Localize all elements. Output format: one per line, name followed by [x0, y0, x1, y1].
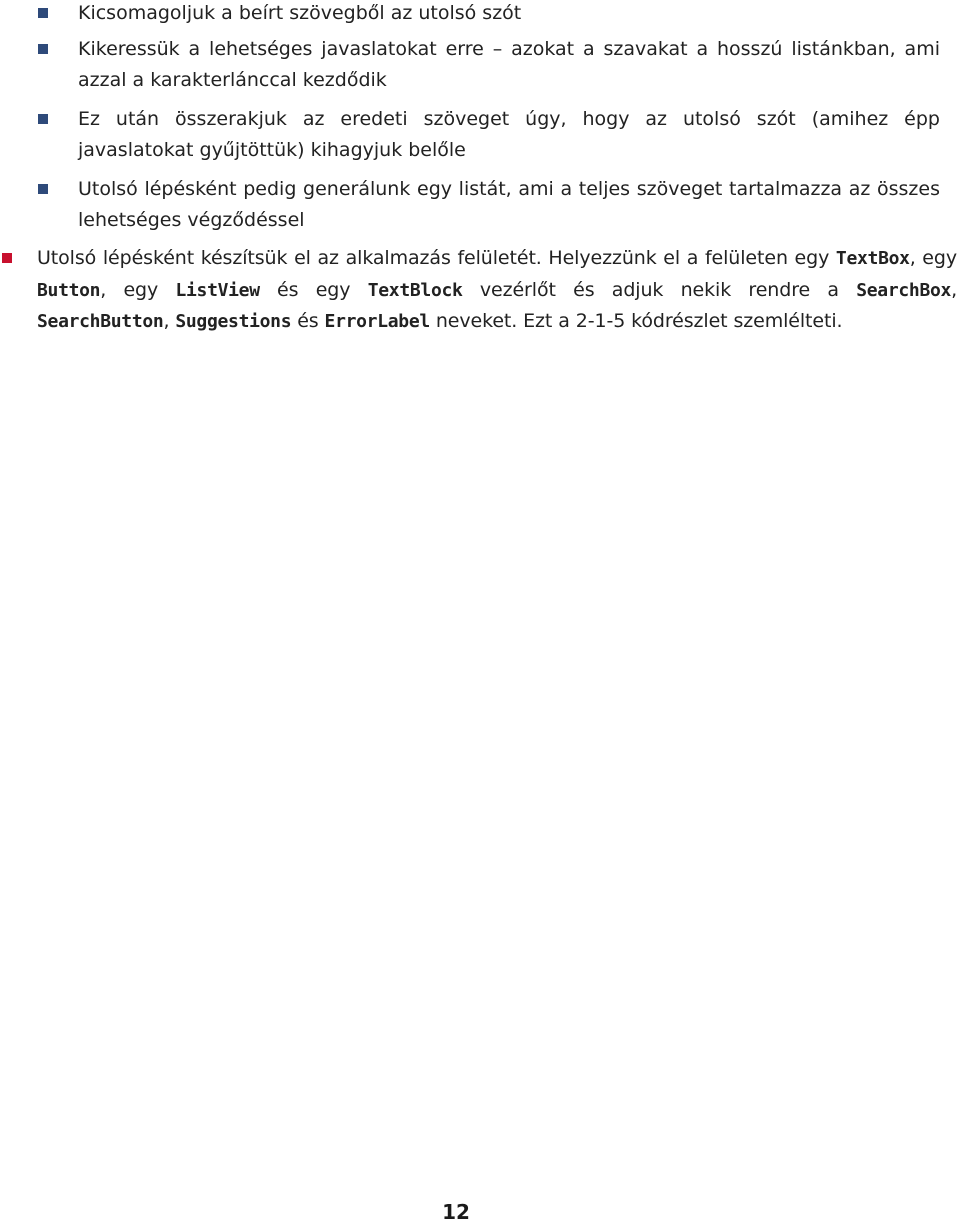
code-searchbox: SearchBox: [856, 279, 952, 301]
list-item: [78, 34, 940, 96]
list-item: [78, 0, 940, 29]
text-run: neveket. Ezt a 2-1-5 kódrészlet szemlélteti.: [429, 310, 843, 332]
code-searchbutton: SearchButton: [37, 311, 164, 332]
main-bullet-paragraph: [37, 243, 957, 338]
code-errorlabel: ErrorLabel: [324, 311, 430, 332]
text-run: Utolsó lépésként készítsük el az alkalmazás felületét. Helyezzünk el a felületen egy: [37, 247, 836, 269]
list-item: [78, 174, 940, 236]
code-textbox: TextBox: [835, 248, 910, 269]
text-run: vezérlőt és adjuk nekik rendre a: [462, 278, 857, 301]
list-item: [78, 104, 940, 166]
code-textblock: TextBlock: [367, 279, 463, 301]
page-number: 12: [442, 1200, 470, 1224]
list-item-text: Kicsomagoljuk a beírt szövegből az utolsó szót: [78, 2, 522, 24]
square-bullet-icon: [38, 114, 48, 124]
text-run: , egy: [100, 278, 176, 301]
list-item-text: Utolsó lépésként pedig generálunk egy listát, ami a teljes szöveget tartalmazza az összes lehetséges végződéssel: [78, 178, 940, 231]
code-suggestions: Suggestions: [175, 311, 292, 332]
code-listview: ListView: [175, 279, 260, 301]
text-run: ,: [163, 310, 176, 332]
paragraph-text: [37, 243, 957, 338]
square-bullet-icon: [2, 253, 12, 263]
list-item-text: Ez után összerakjuk az eredeti szöveget úgy, hogy az utolsó szót (amihez épp javaslatokat gyűjtöttük) kihagyjuk belőle: [78, 108, 940, 161]
square-bullet-icon: [38, 8, 48, 18]
text-run: ,: [951, 278, 958, 301]
text-run: és egy: [259, 278, 368, 301]
square-bullet-icon: [38, 184, 48, 194]
text-run: és: [291, 310, 325, 332]
square-bullet-icon: [38, 44, 48, 54]
code-button: Button: [37, 279, 101, 301]
list-item-text: Kikeressük a lehetséges javaslatokat erre – azokat a szavakat a hosszú listánkban, ami azzal a karakterlánccal kezdődik: [78, 38, 940, 91]
text-run: , egy: [909, 247, 957, 269]
